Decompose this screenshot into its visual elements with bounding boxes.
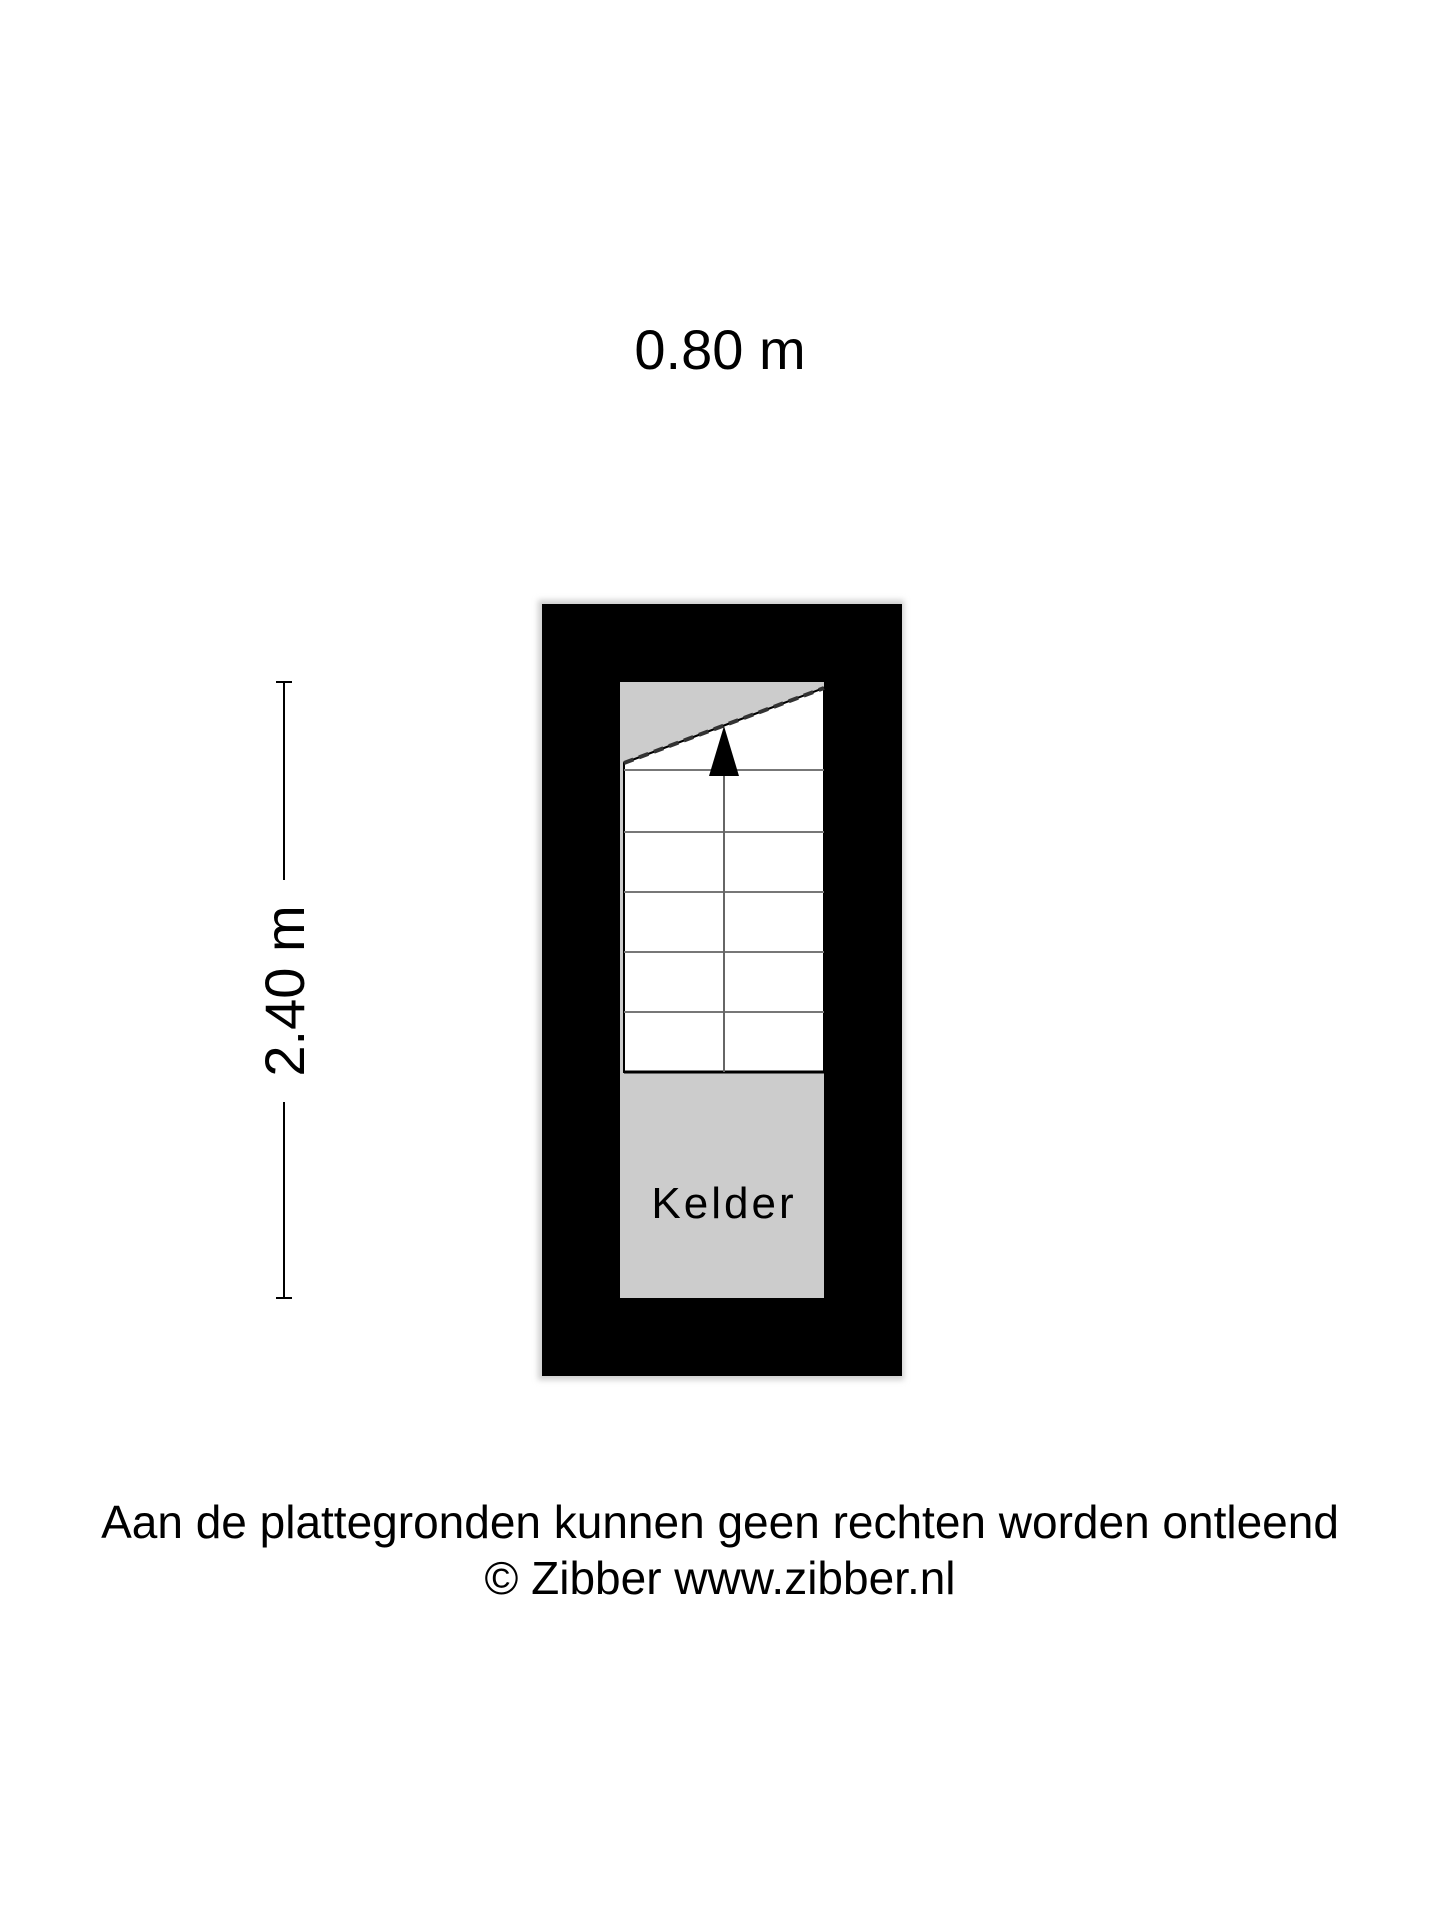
disclaimer-text: Aan de plattegronden kunnen geen rechten worden ontleend <box>101 1496 1339 1548</box>
room-label-kelder: Kelder <box>651 1179 797 1228</box>
depth-dimension-label: 2.40 m <box>253 905 316 1077</box>
width-dimension-label: 0.80 m <box>634 318 806 381</box>
copyright-text: © Zibber www.zibber.nl <box>484 1552 956 1604</box>
